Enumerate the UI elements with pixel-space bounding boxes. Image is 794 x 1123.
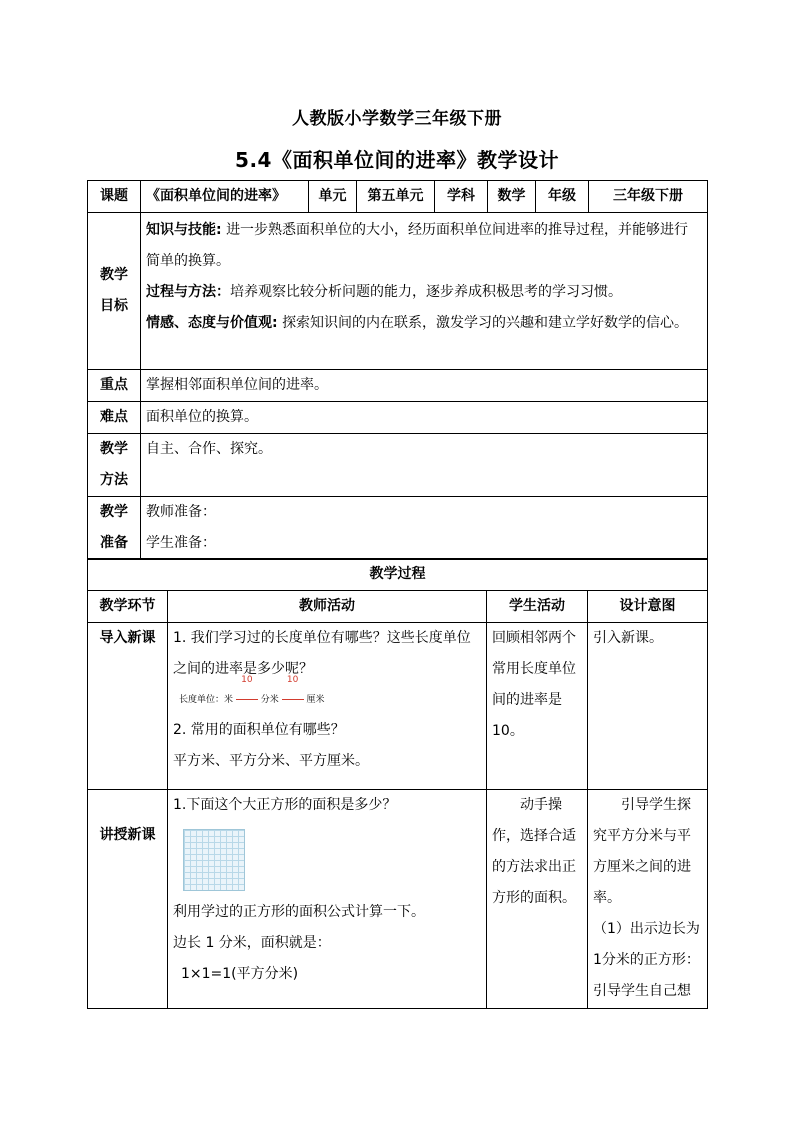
teach-student: 动手操作，选择合适的方法求出正方形的面积。 xyxy=(487,790,588,1009)
teach-row xyxy=(88,790,708,1009)
goal-emotion: 情感、态度与价值观: 探索知识间的内在联系，激发学习的兴趣和建立学好数学的信心。 xyxy=(146,315,689,331)
intro-student: 回顾相邻两个常用长度单位间的进率是10。 xyxy=(487,623,588,790)
goals-label-line2: 目标 xyxy=(100,298,128,314)
grade-label: 年级 xyxy=(536,181,589,213)
intro-answer-2: 平方米、平方分米、平方厘米。 xyxy=(173,753,369,769)
intro-question-1: 1. 我们学习过的长度单位有哪些？这些长度单位之间的进率是多少呢？ xyxy=(173,630,471,677)
col-header-intent: 设计意图 xyxy=(588,591,708,623)
topic-label: 课题 xyxy=(88,181,141,213)
subject-label: 学科 xyxy=(435,181,488,213)
goals-content xyxy=(141,213,708,370)
prep-content xyxy=(141,497,708,560)
difficulty-label: 难点 xyxy=(88,402,141,434)
goals-label xyxy=(88,213,141,370)
prep-label-line2: 准备 xyxy=(100,535,128,551)
ruler-prefix: 长度单位：米 xyxy=(179,695,234,705)
teach-teacher xyxy=(168,790,487,1009)
ruler-end: 厘米 xyxy=(306,695,325,705)
method-label xyxy=(88,434,141,497)
teach-intent-1: 引导学生探究平方分米与平方厘米之间的进率。 xyxy=(593,797,691,906)
teach-intent-2: （1）出示边长为1分米的正方形：引导学生自己想 xyxy=(593,921,700,999)
difficulty-text: 面积单位的换算。 xyxy=(141,402,708,434)
unit-value: 第五单元 xyxy=(357,181,435,213)
teach-question-1: 1.下面这个大正方形的面积是多少？ xyxy=(173,797,397,813)
intro-intent: 引入新课。 xyxy=(588,623,708,790)
document-title: 人教版小学数学三年级下册 xyxy=(292,109,502,129)
prep-student: 学生准备： xyxy=(146,535,216,551)
teach-intent xyxy=(588,790,708,1009)
process-title: 教学过程 xyxy=(88,559,708,591)
teach-stage: 讲授新课 xyxy=(88,790,168,1009)
col-header-stage: 教学环节 xyxy=(88,591,168,623)
goal-process: 过程与方法：培养观察比较分析问题的能力，逐步养成积极思考的学习习惯。 xyxy=(146,284,622,300)
method-label-line2: 方法 xyxy=(100,472,128,488)
goal-knowledge: 知识与技能: 进一步熟悉面积单位的大小，经历面积单位间进率的推导过程，并能够进行简单的换算。 xyxy=(146,222,689,269)
ruler-mid: 分米 xyxy=(260,695,279,705)
prep-label-line1: 教学 xyxy=(100,504,128,520)
teach-line-3: 边长 1 分米，面积就是： xyxy=(173,935,331,951)
length-unit-ruler xyxy=(173,675,481,715)
ruler-arrow-1: 10 xyxy=(236,685,258,715)
method-label-line1: 教学 xyxy=(100,441,128,457)
subject-value: 数学 xyxy=(488,181,536,213)
ruler-arrow-2: 10 xyxy=(282,685,304,715)
goals-label-line1: 教学 xyxy=(100,267,128,283)
prep-label xyxy=(88,497,141,560)
intro-teacher xyxy=(168,623,487,790)
intro-row xyxy=(88,623,708,790)
square-grid-image xyxy=(183,829,245,891)
col-header-student: 学生活动 xyxy=(487,591,588,623)
unit-label: 单元 xyxy=(309,181,357,213)
teach-line-2: 利用学过的正方形的面积公式计算一下。 xyxy=(173,904,425,920)
method-text: 自主、合作、探究。 xyxy=(141,434,708,497)
key-text: 掌握相邻面积单位间的进率。 xyxy=(141,370,708,402)
grade-value: 三年级下册 xyxy=(589,181,708,213)
process-table xyxy=(87,558,708,1009)
col-header-teacher: 教师活动 xyxy=(168,591,487,623)
prep-teacher: 教师准备： xyxy=(146,504,216,520)
intro-stage: 导入新课 xyxy=(88,623,168,790)
key-label: 重点 xyxy=(88,370,141,402)
teach-line-4: 1×1=1(平方分米) xyxy=(181,966,299,982)
info-table xyxy=(87,180,708,560)
intro-question-2: 2. 常用的面积单位有哪些？ xyxy=(173,722,345,738)
topic-value: 《面积单位间的进率》 xyxy=(141,181,309,213)
lesson-title: 5.4《面积单位间的进率》教学设计 xyxy=(235,148,559,172)
